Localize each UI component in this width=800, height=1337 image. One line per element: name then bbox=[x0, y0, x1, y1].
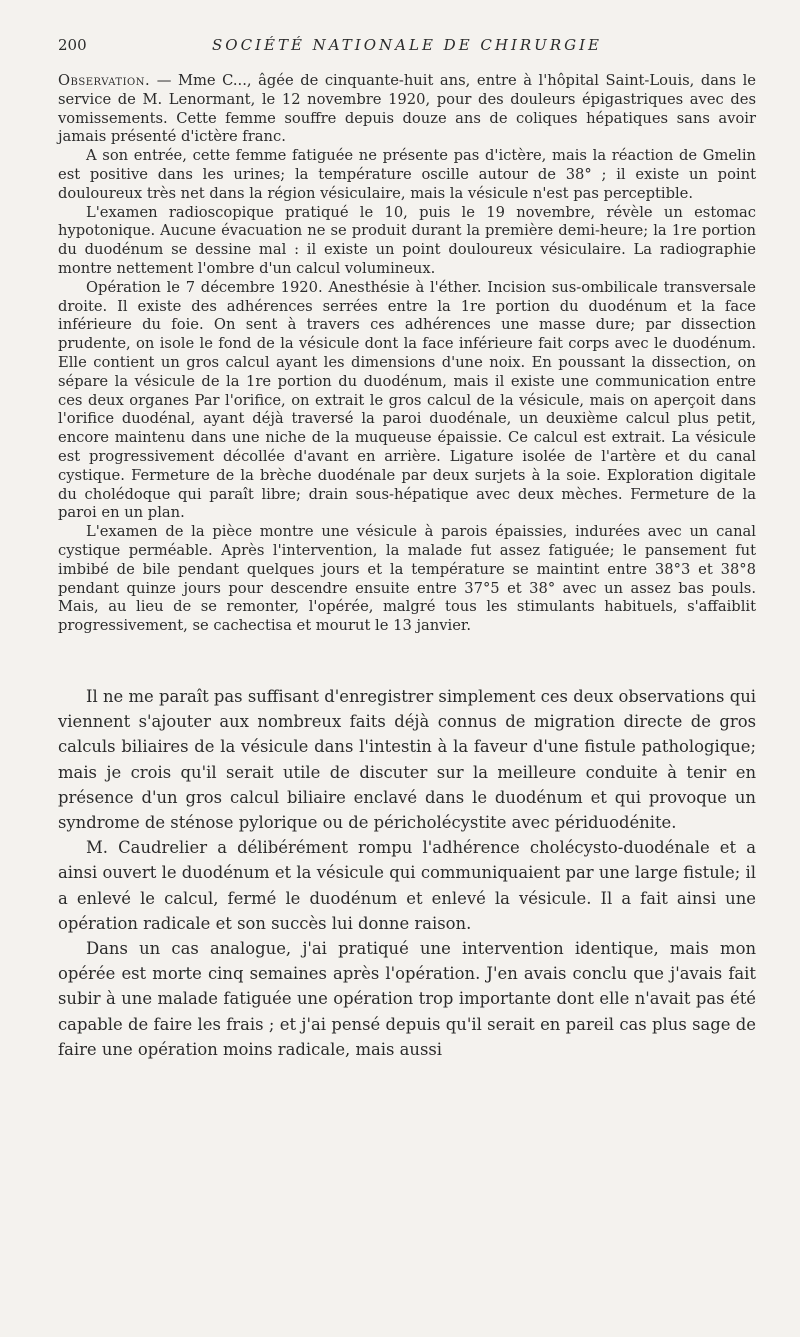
page-number: 200 bbox=[58, 36, 87, 54]
running-head: SOCIÉTÉ NATIONALE DE CHIRURGIE bbox=[212, 36, 602, 54]
page-header bbox=[58, 36, 756, 66]
observation-paragraph bbox=[58, 72, 756, 147]
commentary-paragraph: Il ne me paraît pas suffisant d'enregistrer simplement ces deux observations qui viennent s'ajouter aux nombreux faits déjà connus de migration directe de gros calculs biliaires de la vésicule dans l'intestin à la faveur d'une fistule pathologique; mais je crois qu'il serait utile de discuter sur la meilleure conduite à tenir en présence d'un gros calcul biliaire enclavé dans le duodénum et qui provoque un syndrome de sténose pylorique ou de péricholécystite avec périduodénite. bbox=[58, 686, 756, 832]
commentary-paragraph: M. Caudrelier a délibérément rompu l'adhérence cholécysto-duodénale et a ainsi ouvert le duodénum et la vésicule qui communiquaient par une large fistule; il a enlevé le calcul, fermé le duodénum et enlevé la vésicule. Il a fait ainsi une opération radicale et son succès lui donne raison. bbox=[58, 838, 756, 933]
observation-paragraph: L'examen de la pièce montre une vésicule à parois épaissies, indurées avec un canal cystique perméable. Après l'intervention, la malade fut assez fatiguée; le pansement fut imbibé de bile pendant quelques jours et la température se maintint entre 38°3 et 38°8 pendant quinze jours pour descendre ensuite entre 37°5 et 38° avec un assez bas pouls. Mais, au lieu de se remonter, l'opérée, malgré tous les stimulants habituels, s'affaiblit progressivement, se cachectisa et mourut le 13 janvier. bbox=[58, 523, 756, 635]
page-content bbox=[58, 36, 756, 1062]
observation-paragraph: A son entrée, cette femme fatiguée ne présente pas d'ictère, mais la réaction de Gmelin est positive dans les urines; la température oscille autour de 38° ; il existe un point douloureux très net dans la région vésiculaire, mais la vésicule n'est pas perceptible. bbox=[58, 147, 756, 202]
observation-paragraph-text: — Mme C..., âgée de cinquante-huit ans, entre à l'hôpital Saint-Louis, dans le service de M. Lenormant, le 12 novembre 1920, pour des douleurs épigastriques avec des vomissements. Cette femme souffre depuis douze ans de coliques hépatiques sans avoir jamais présenté d'ictère franc. bbox=[58, 72, 756, 146]
commentary-section bbox=[58, 684, 756, 1062]
observation-section bbox=[58, 72, 756, 636]
observation-label: Observation. bbox=[58, 72, 151, 89]
commentary-paragraph: Dans un cas analogue, j'ai pratiqué une intervention identique, mais mon opérée est morte cinq semaines après l'opération. J'en avais conclu que j'avais fait subir à une malade fatiguée une opération trop importante dont elle n'avait pas été capable de faire les frais ; et j'ai pensé depuis qu'il serait en pareil cas plus sage de faire une opération moins radicale, mais aussi bbox=[58, 938, 756, 1059]
observation-paragraph: Opération le 7 décembre 1920. Anesthésie à l'éther. Incision sus-ombilicale transversale droite. Il existe des adhérences serrées entre la 1re portion du duodénum et la face inférieure du foie. On sent à travers ces adhérences une masse dure; par dissection prudente, on isole le fond de la vésicule dont la face inférieure fait corps avec le duodénum. Elle contient un gros calcul ayant les dimensions d'une noix. En poussant la dissection, on sépare la vésicule de la 1re portion du duodénum, mais il existe une communication entre ces deux organes Par l'orifice, on extrait le gros calcul de la vésicule, mais on aperçoit dans l'orifice duodénal, ayant déjà traversé la paroi duodénale, un deuxième calcul plus petit, encore maintenu dans une niche de la muqueuse épaissie. Ce calcul est extrait. La vésicule est progressivement décollée d'avant en arrière. Ligature isolée de l'artère et du canal cystique. Fermeture de la brèche duodénale par deux surjets à la soie. Exploration digitale du cholédoque qui paraît libre; drain sous-hépatique avec deux mèches. Fermeture de la paroi en un plan. bbox=[58, 278, 756, 522]
observation-paragraph: L'examen radioscopique pratiqué le 10, puis le 19 novembre, révèle un estomac hypotonique. Aucune évacuation ne se produit durant la première demi-heure; la 1re portion du duodénum se dessine mal : il existe un point douloureux vésiculaire. La radiographie montre nettement l'ombre d'un calcul volumineux. bbox=[58, 203, 756, 277]
